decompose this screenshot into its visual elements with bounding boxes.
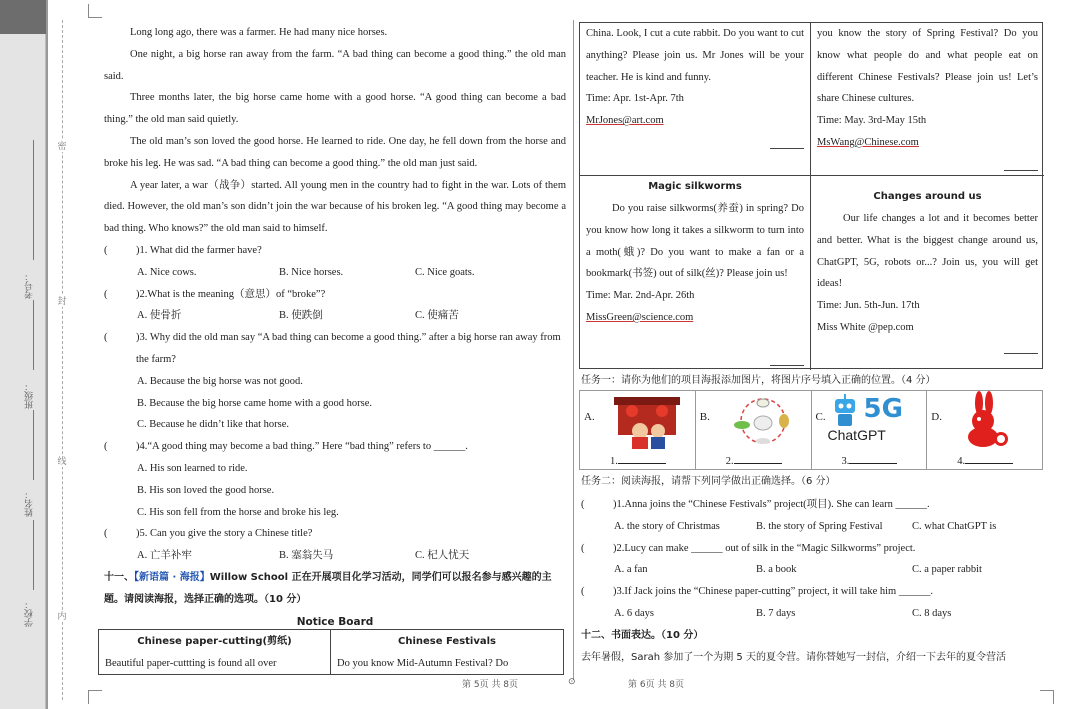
question-5	[104, 523, 566, 545]
answer-paren[interactable]: (	[581, 499, 585, 510]
silkworm-lifecycle-icon	[726, 393, 800, 449]
notice-cell-text: Beautiful paper-cuttting is found all over	[105, 658, 277, 669]
question-text: Anna joins the “Chinese Festivals” project(项目). She can learn ______.	[624, 499, 930, 510]
poster-time: Time: May. 3rd-May 15th	[817, 115, 927, 127]
image-option-b[interactable]	[696, 391, 812, 469]
options-row	[104, 262, 566, 284]
passage-paragraph: Long long ago, there was a farmer. He had many nice horses.	[130, 27, 388, 38]
poster-changes-around-us	[811, 176, 1044, 370]
question-1	[104, 240, 566, 262]
section-12-prompt: 去年暑假，Sarah 参加了一个为期 5 天的夏令营。请你替她写一封信，介绍一下去年的夏令营活	[581, 651, 1006, 663]
binding-edge	[46, 0, 48, 709]
image-letter: A.	[584, 411, 595, 423]
chinese-festival-scene-icon	[612, 393, 682, 449]
option-c: C. 8 days	[912, 607, 952, 619]
question-number: )3.	[613, 586, 625, 598]
image-options-row	[579, 390, 1043, 470]
poster-text: China. Look, I cut a cute rabbit. Do you want to cut anything? Please join us. Mr Jones will be your teacher. He is kind and funny.	[586, 28, 804, 83]
question-number: )2.	[136, 288, 148, 300]
answer-blank[interactable]	[734, 454, 782, 464]
notice-cell-text: Do you know Mid-Autumn Festival? Do	[337, 658, 509, 669]
question-text: If Jack joins the “Chinese paper-cutting” project, it will take him ______.	[624, 586, 933, 598]
question-text: “A good thing may become a bad thing.” Here “bad thing” refers to ______.	[147, 441, 468, 453]
passage-paragraph: One night, a big horse ran away from the farm. “A bad thing can become a good thing.” the old man said.	[104, 48, 566, 82]
option-b: B. the story of Spring Festival	[756, 520, 883, 532]
poster-festivals-cont	[811, 23, 1044, 175]
option-c: C. a paper rabbit	[912, 564, 982, 576]
notice-board-title: Notice Board	[296, 615, 374, 628]
left-page	[104, 22, 566, 669]
corner-mark	[88, 4, 102, 18]
answer-blank[interactable]	[618, 454, 666, 464]
answer-paren[interactable]: (	[104, 528, 108, 540]
question-number: )1.	[136, 244, 148, 256]
question-number: )1.	[613, 499, 625, 510]
section-instructions: Willow School 正在开展项目化学习活动，同学们可以报名参与感兴趣的主题。请阅读海报，选择正确的选项。（10 分）	[104, 571, 552, 605]
robot-icon	[828, 393, 862, 429]
options-row	[581, 516, 1045, 538]
option-c: C. what ChatGPT is	[912, 520, 997, 532]
section-tag: 【新语篇 · 海报】	[134, 571, 210, 583]
answer-paren[interactable]: (	[104, 244, 108, 256]
option-b: B. Because the big horse came home with a good horse.	[137, 397, 373, 409]
poster-text: Our life changes a lot and it becomes better and better. What is the biggest change around us, ChatGPT, 5G, robots or...? Join us, you will get ideas!	[817, 213, 1038, 290]
signature-line	[770, 148, 804, 149]
notice-cell-festivals	[331, 630, 563, 674]
chatgpt-caption: ChatGPT	[827, 427, 886, 443]
exam-number-line	[33, 140, 34, 260]
notice-cell-paper-cutting	[99, 630, 331, 674]
seal-mark: 线	[57, 456, 67, 466]
notice-cell-title: Chinese paper-cutting(剪纸)	[137, 636, 292, 647]
image-letter: D.	[931, 411, 942, 423]
image-option-a[interactable]	[580, 391, 696, 469]
poster-title: Changes around us	[873, 191, 982, 202]
question-2	[104, 284, 566, 306]
section-11-heading	[104, 567, 566, 611]
options-row	[581, 603, 1045, 625]
task-2	[581, 472, 1045, 668]
image-number: 4.	[957, 456, 966, 467]
option-a: A. Nice cows.	[137, 266, 197, 278]
page-center-mark: ⊙	[568, 677, 576, 687]
answer-paren[interactable]: (	[104, 288, 108, 300]
question-4	[104, 436, 566, 458]
notice-cell-title: Chinese Festivals	[397, 636, 497, 647]
school-line	[33, 520, 34, 590]
page-divider	[573, 20, 574, 680]
option-a: A. Because the big horse was not good.	[137, 375, 303, 387]
school-label: 学校：	[24, 600, 34, 627]
exam-number-label: 考号：	[24, 272, 34, 299]
question-number: )5.	[136, 528, 148, 540]
question-text: What is the meaning（意思）of “broke”?	[147, 288, 326, 300]
student-info-fields	[24, 60, 44, 700]
question-text: Lucy can make ______ out of silk in the “Magic Silkworms” project.	[624, 542, 916, 554]
option-b: B. 7 days	[756, 607, 796, 619]
corner-mark	[88, 690, 102, 704]
section-number: 十一、	[104, 571, 134, 583]
signature-line	[770, 365, 804, 366]
answer-blank[interactable]	[849, 454, 897, 464]
poster-email[interactable]: MsWang@Chinese.com	[817, 136, 919, 148]
paper-cut-rabbit-icon	[957, 391, 1017, 449]
image-answer	[610, 454, 666, 467]
option-b: B. 使跌倒	[279, 310, 323, 322]
name-line	[33, 410, 34, 480]
signature-line	[1004, 170, 1038, 171]
poster-title: Magic silkworms	[648, 181, 742, 192]
poster-table	[579, 22, 1043, 369]
question-number: )3.	[136, 332, 148, 344]
image-number: 3.	[841, 456, 850, 467]
poster-paper-cutting-cont	[580, 23, 810, 175]
seal-mark: 密	[57, 141, 67, 151]
poster-time: Time: Apr. 1st-Apr. 7th	[586, 93, 684, 105]
5g-badge: 5G	[863, 394, 903, 424]
answer-paren[interactable]: (	[581, 586, 585, 598]
image-letter: B.	[699, 411, 710, 423]
poster-email: Miss White @pep.com	[817, 321, 914, 333]
seal-mark: 封	[57, 296, 67, 306]
image-answer	[842, 454, 898, 467]
corner-mark	[1040, 690, 1054, 704]
image-letter: C.	[815, 411, 826, 423]
option-b: B. His son loved the good horse.	[137, 484, 275, 496]
section-12-heading: 十二、书面表达。（10 分）	[581, 629, 704, 641]
task-2-instructions: 任务二：阅读海报，请帮下列同学做出正确选择。（6 分）	[581, 476, 836, 487]
image-option-d[interactable]	[927, 391, 1042, 469]
option-c: C. Because he didn’t like that horse.	[137, 419, 290, 431]
passage-paragraph: Three months later, the big horse came home with a good horse. “A good thing can become a bad thing.” the old man said quietly.	[104, 92, 566, 126]
poster-magic-silkworms	[580, 176, 810, 370]
option-a: A. a fan	[614, 564, 648, 576]
seal-mark: 内	[57, 611, 67, 621]
poster-email[interactable]: MissGreen@science.com	[586, 311, 694, 323]
question-text: What did the farmer have?	[149, 244, 262, 256]
option-b: B. Nice horses.	[279, 266, 344, 278]
binding-top-block	[0, 0, 46, 34]
option-c: C. Nice goats.	[415, 266, 475, 278]
signature-line	[1004, 353, 1038, 354]
poster-text: Do you raise silkworms(养蚕) in spring? Do you know how long it takes a silkworm to turn into a moth(蛾)? Do you want to make a fan or a bookmark(书签) out of silk(丝)? Please join us!	[586, 203, 804, 280]
option-a: A. 亡羊补牢	[137, 550, 192, 562]
option-a: A. His son learned to ride.	[137, 462, 248, 474]
poster-time: Time: Mar. 2nd-Apr. 26th	[586, 290, 695, 302]
options-row	[104, 305, 566, 327]
question-number: )2.	[613, 542, 625, 554]
passage-paragraph: The old man’s son loved the good horse. He learned to ride. One day, he fell down from the horse and broke his leg. He was sad. “A bad thing can become a good thing.” the old man just said.	[104, 135, 566, 169]
image-number: 1.	[610, 456, 618, 467]
class-line	[33, 300, 34, 370]
options-row	[581, 559, 1045, 581]
option-a: A. the story of Christmas	[614, 520, 720, 532]
answer-paren[interactable]: (	[104, 441, 108, 453]
option-c: C. His son fell from the horse and broke his leg.	[137, 506, 339, 518]
option-c: C. 杞人忧天	[415, 550, 470, 562]
question-text: Can you give the story a Chinese title?	[150, 528, 313, 540]
answer-paren[interactable]: (	[104, 332, 108, 344]
question-text: Why did the old man say “A bad thing can become a good thing.” after a big horse ran away from the farm?	[136, 332, 561, 365]
question-3	[104, 327, 566, 371]
page-footer-left: 第 5页 共 8页	[462, 680, 519, 690]
question-number: )4.	[136, 441, 148, 453]
options-row	[104, 545, 566, 567]
answer-paren[interactable]: (	[581, 542, 585, 554]
option-b: B. a book	[756, 564, 797, 576]
poster-time: Time: Jun. 5th-Jun. 17th	[817, 300, 920, 312]
notice-board-table	[98, 629, 564, 675]
name-label: 姓名：	[24, 490, 34, 517]
task-2-question-2	[581, 538, 1045, 560]
image-answer	[726, 454, 782, 467]
task-2-question-1	[581, 494, 1045, 516]
page-footer-right: 第 6页 共 8页	[628, 680, 685, 690]
class-label: 班级：	[24, 382, 34, 409]
image-number: 2.	[725, 456, 734, 467]
answer-blank[interactable]	[965, 454, 1013, 464]
option-a: A. 6 days	[614, 607, 654, 619]
passage-paragraph: A year later, a war（战争）started. All young men in the country had to fight in the war. Lots of them died. However, the old man’s son didn’t join the war because of his broken leg. “A good thing may become a bad thing. Who knows?” the old man said to himself.	[104, 179, 566, 235]
seal-line	[62, 20, 63, 700]
poster-email[interactable]: MrJones@art.com	[586, 115, 664, 127]
task-1-instructions: 任务一：请你为他们的项目海报添加图片，将图片序号填入正确的位置。（4 分）	[581, 375, 936, 386]
binding-margin	[0, 0, 78, 709]
image-answer	[957, 454, 1013, 467]
poster-text: you know the story of Spring Festival? Do you know what people do and what people eat on different Chinese Festivals? Please join us! Let’s share Chinese cultures.	[817, 28, 1038, 105]
image-option-c[interactable]	[812, 391, 928, 469]
option-a: A. 使骨折	[137, 310, 182, 322]
option-b: B. 塞翁失马	[279, 550, 334, 562]
option-c: C. 使痛苦	[415, 310, 459, 322]
task-2-question-3	[581, 581, 1045, 603]
